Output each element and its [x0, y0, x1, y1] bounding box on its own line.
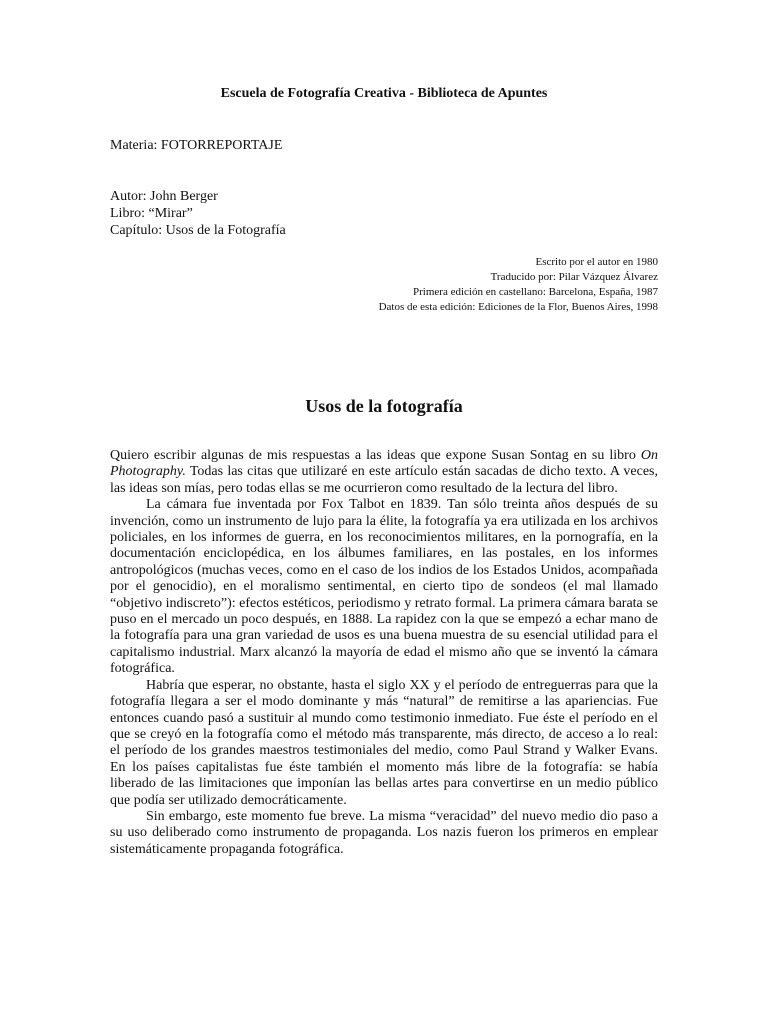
edition-line: Datos de esta edición: Ediciones de la Flor, Buenos Aires, 1998	[378, 301, 658, 313]
paragraph-1	[110, 448, 658, 497]
paragraph-4: Sin embargo, este momento fue breve. La misma “veracidad” del nuevo medio dio paso a su uso deliberado como instrumento de propaganda. Los nazis fueron los primeros en emplear sistemáticamente propaganda fotográfica.	[110, 808, 658, 857]
edition-line: Traducido por: Pilar Vázquez Álvarez	[490, 271, 658, 283]
bibliographic-info	[110, 188, 286, 239]
subject-line: Materia: FOTORREPORTAJE	[110, 138, 283, 153]
chapter-line: Capítulo: Usos de la Fotografía	[110, 223, 286, 238]
edition-line: Primera edición en castellano: Barcelona, España, 1987	[413, 286, 658, 298]
author-line: Autor: John Berger	[110, 189, 218, 204]
edition-line: Escrito por el autor en 1980	[535, 256, 658, 268]
book-title-italic: On Photography.	[110, 448, 658, 480]
paragraph-2: La cámara fue inventada por Fox Talbot en 1839. Tan sólo treinta años después de su invención, como un instrumento de lujo para la élite, la fotografía ya era utilizada en los archivos policiales, en los informes de guerra, en los reconocimientos militares, en la pornografía, en la documentación enciclopédica, en los álbumes familiares, en las postales, en los informes antropológicos (muchas veces, como en el caso de los indios de los Estados Unidos, acompañada por el genocidio), en el moralismo sentimental, en cierto tipo de sondeos (el mal llamado “objetivo indiscreto”): efectos estéticos, periodismo y retrato formal. La primera cámara barata se puso en el mercado un poco después, en 1888. La rapidez con la que se empezó a echar mano de la fotografía para una gran variedad de usos es una buena muestra de su esencial utilidad para el capitalismo industrial. Marx alcanzó la mayoría de edad el mismo año que se inventó la cámara fotográfica.	[110, 497, 658, 677]
paragraph-1-end: Todas las citas que utilizaré en este artículo están sacadas de dicho texto. A veces, las ideas son mías, pero todas ellas se me ocurrieron como resultado de la lectura del libro.	[110, 464, 658, 496]
edition-info	[379, 255, 658, 315]
article-title: Usos de la fotografía	[305, 396, 463, 416]
institution-header: Escuela de Fotografía Creativa - Biblioteca de Apuntes	[220, 86, 548, 101]
book-line: Libro: “Mirar”	[110, 206, 193, 221]
article-body	[110, 448, 658, 858]
paragraph-1-start: Quiero escribir algunas de mis respuestas a las ideas que expone Susan Sontag en su libro	[110, 448, 641, 463]
paragraph-3: Habría que esperar, no obstante, hasta el siglo XX y el período de entreguerras para que la fotografía llegara a ser el modo dominante y más “natural” de remitirse a las apariencias. Fue entonces cuando pasó a sustituir al mundo como testimonio inmediato. Fue éste el período en el que se creyó en la fotografía como el método más transparente, más directo, de acceso a lo real: el período de los grandes maestros testimoniales del medio, como Paul Strand y Walker Evans. En los países capitalistas fue éste también el momento más libre de la fotografía: se había liberado de las limitaciones que imponían las bellas artes para convertirse en un medio público que podía ser utilizado democráticamente.	[110, 677, 658, 808]
